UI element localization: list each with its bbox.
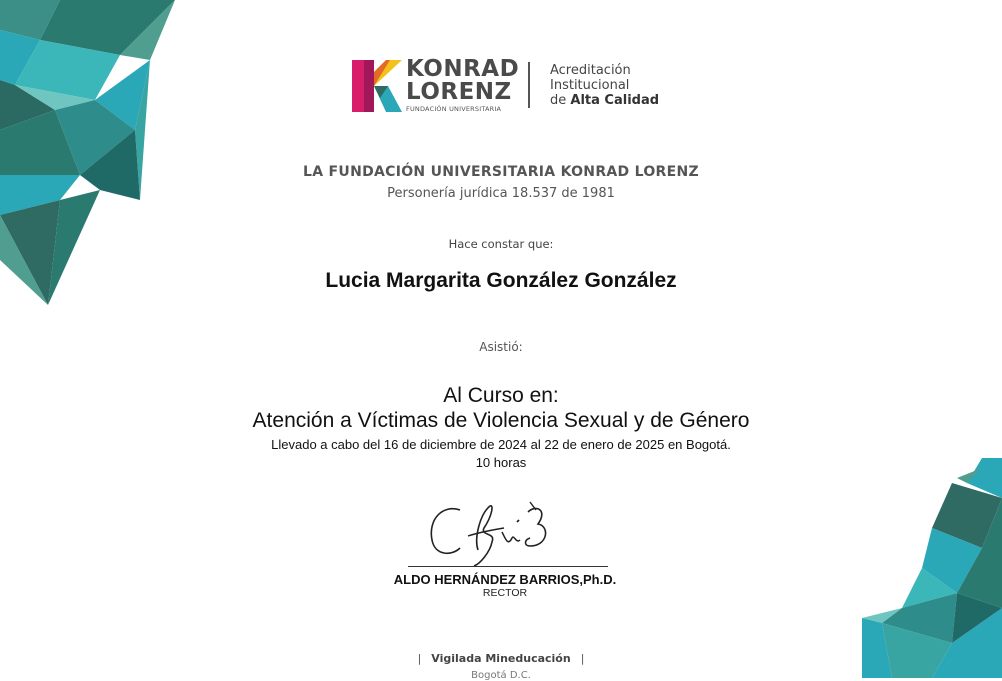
decorative-polygons-top-left xyxy=(0,0,190,310)
institution-logo xyxy=(352,58,672,116)
footer-city: Bogotá D.C. xyxy=(471,670,531,681)
decorative-polygons-bottom-right xyxy=(862,458,1002,678)
rector-signature xyxy=(420,498,590,568)
logo-separator xyxy=(528,62,530,108)
certificate-intro: Hace constar que: xyxy=(448,237,554,251)
logo-wordmark xyxy=(406,58,519,113)
course-title: Atención a Víctimas de Violencia Sexual y de Género xyxy=(252,409,750,432)
signature-line xyxy=(408,566,608,567)
rector-role: RECTOR xyxy=(482,587,528,599)
attended-label: Asistió: xyxy=(479,340,523,354)
accreditation-bold: Alta Calidad xyxy=(570,93,660,108)
logo-name-sub: FUNDACIÓN UNIVERSITARIA xyxy=(406,105,502,113)
accreditation-line3 xyxy=(550,93,659,108)
legal-status: Personería jurídica 18.537 de 1981 xyxy=(387,186,615,201)
footer-separator-right: | xyxy=(580,652,585,665)
rector-name: ALDO HERNÁNDEZ BARRIOS,Ph.D. xyxy=(393,572,617,587)
course-dates: Llevado a cabo del 16 de diciembre de 2024 al 22 de enero de 2025 en Bogotá. xyxy=(271,437,731,452)
footer-separator-left: | xyxy=(417,652,422,665)
vigilada-footer xyxy=(0,652,1002,665)
accreditation-text xyxy=(550,63,659,108)
logo-name-line1: KONRAD xyxy=(406,56,520,82)
course-hours: 10 horas xyxy=(475,455,527,470)
course-label: Al Curso en: xyxy=(443,384,559,407)
logo-name-line2: LORENZ xyxy=(406,79,512,105)
recipient-name: Lucia Margarita González González xyxy=(325,269,677,292)
konrad-lorenz-k-logo-icon xyxy=(352,60,402,112)
vigilada-text: Vigilada Mineducación xyxy=(431,652,571,665)
accreditation-line2: Institucional xyxy=(550,78,630,93)
accreditation-line1: Acreditación xyxy=(550,63,631,78)
institution-name: LA FUNDACIÓN UNIVERSITARIA KONRAD LORENZ xyxy=(303,164,699,180)
accreditation-prefix: de xyxy=(550,93,571,108)
